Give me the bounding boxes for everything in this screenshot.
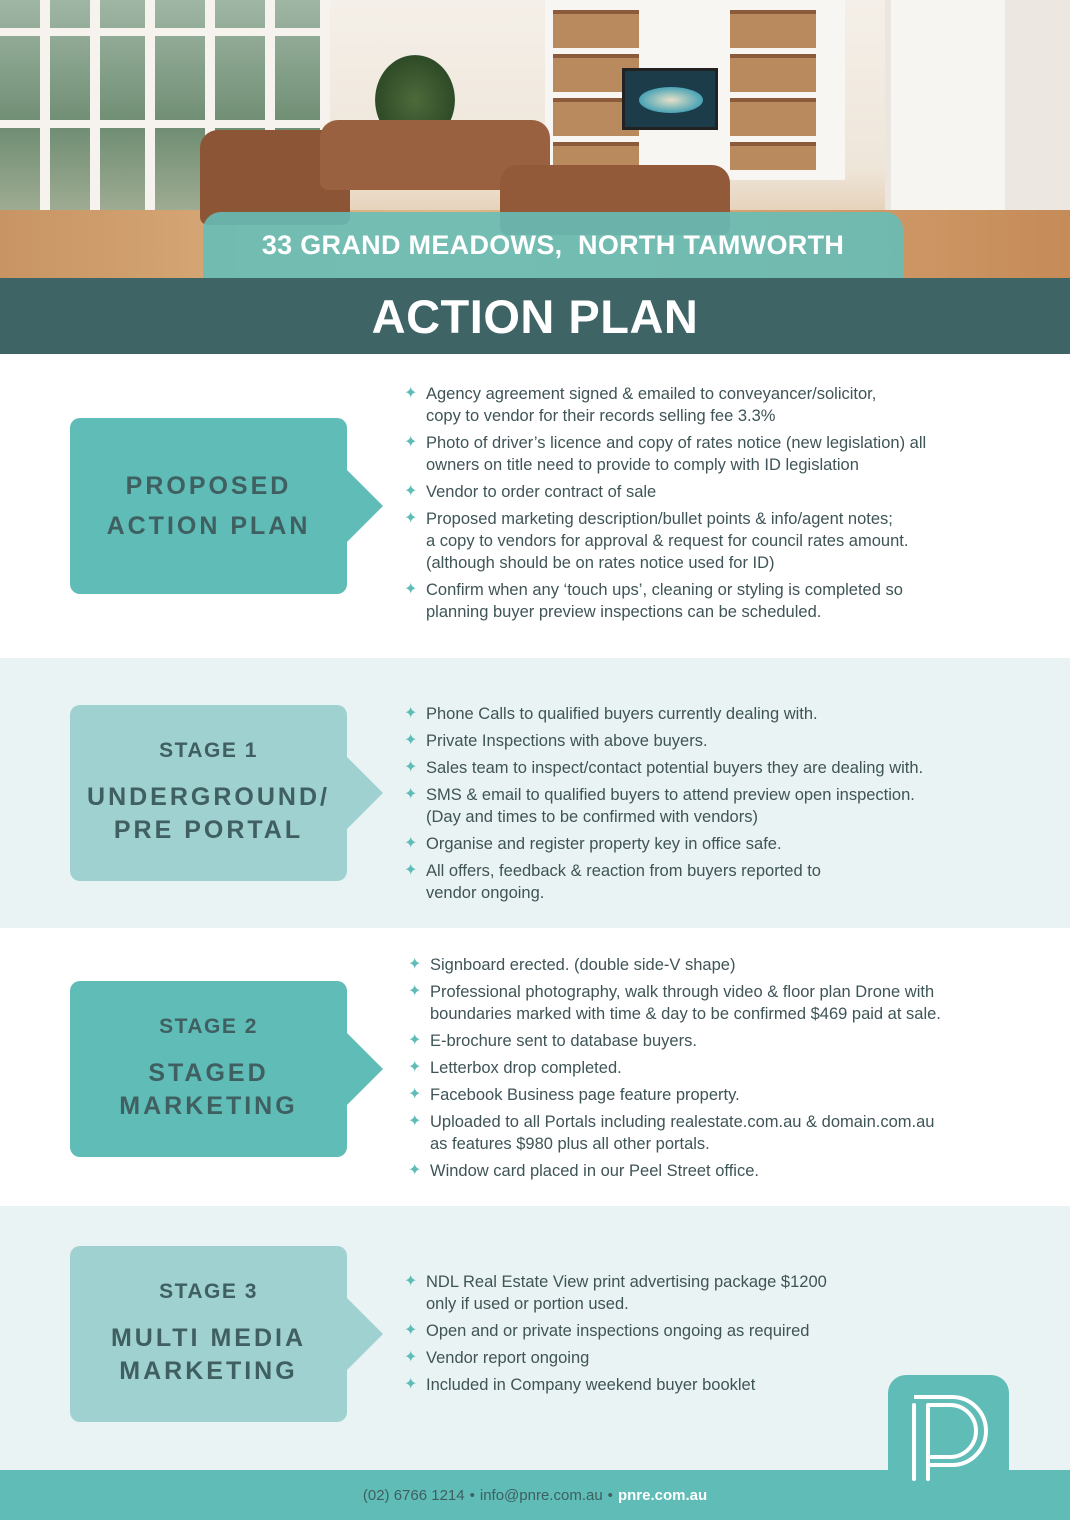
star-bullet-icon: ✦ [408, 1113, 422, 1130]
badge-stage-label: STAGE 2 [159, 1015, 258, 1038]
list-item [404, 860, 1024, 904]
hero-tv [622, 68, 718, 130]
star-bullet-icon: ✦ [404, 581, 418, 598]
star-bullet-icon: ✦ [404, 1322, 418, 1339]
list-item-text: Agency agreement signed & emailed to conveyancer/solicitor, copy to vendor for their records selling fee 3.3% [426, 385, 877, 425]
list-item [404, 784, 1024, 828]
list-item-text: NDL Real Estate View print advertising package $1200 only if used or portion used. [426, 1273, 827, 1313]
list-item [404, 579, 1024, 623]
list-item [404, 508, 1024, 574]
footer-separator: • [469, 1486, 475, 1504]
list-item-text: Proposed marketing description/bullet points & info/agent notes; a copy to vendors for approval & request for council rates amount. (although should be on rates notice used for ID) [426, 510, 909, 572]
list-item [408, 1160, 1048, 1182]
star-bullet-icon: ✦ [404, 732, 418, 749]
list-item-text: Phone Calls to qualified buyers currently dealing with. [426, 705, 818, 723]
badge-stage1 [70, 705, 347, 881]
list-item [404, 1271, 1004, 1315]
list-item [404, 383, 1024, 427]
badge-proposed [70, 418, 347, 594]
list-item [408, 1111, 1048, 1155]
list-item [408, 1084, 1048, 1106]
footer-phone[interactable]: (02) 6766 1214 [362, 1486, 465, 1504]
star-bullet-icon: ✦ [404, 786, 418, 803]
list-item-text: Letterbox drop completed. [430, 1059, 622, 1077]
list-item [408, 1030, 1048, 1052]
star-bullet-icon: ✦ [404, 1349, 418, 1366]
p-logo-icon [888, 1375, 1009, 1490]
list-item-text: Signboard erected. (double side-V shape) [430, 956, 736, 974]
badge-name-line2: MARKETING [119, 1092, 298, 1120]
badge-stage-label: STAGE 3 [159, 1280, 258, 1303]
list-item-text: Photo of driver’s licence and copy of rates notice (new legislation) all owners on title need to provide to comply with ID legislation [426, 434, 927, 474]
list-item-text: Confirm when any ‘touch ups’, cleaning or styling is completed so planning buyer preview inspections can be scheduled. [426, 581, 903, 621]
badge-name-line2: MARKETING [119, 1357, 298, 1385]
star-bullet-icon: ✦ [408, 956, 422, 973]
list-item [408, 1057, 1048, 1079]
list-item-text: Uploaded to all Portals including realestate.com.au & domain.com.au as features $980 plus all other portals. [430, 1113, 935, 1153]
list-item-text: Vendor report ongoing [426, 1349, 590, 1367]
list-item-text: Sales team to inspect/contact potential buyers they are dealing with. [426, 759, 924, 777]
list-item [404, 481, 1024, 503]
list-item [404, 1320, 1004, 1342]
list-item [404, 703, 1024, 725]
property-address: 33 GRAND MEADOWS, NORTH TAMWORTH [203, 212, 903, 278]
list-item-text: Vendor to order contract of sale [426, 483, 657, 501]
badge-name-line1: STAGED [148, 1059, 269, 1087]
stage2-items [408, 954, 1048, 1187]
list-item-text: Facebook Business page feature property. [430, 1086, 740, 1104]
badge-name-line1: MULTI MEDIA [110, 1324, 306, 1352]
list-item-text: E-brochure sent to database buyers. [430, 1032, 697, 1050]
star-bullet-icon: ✦ [408, 1162, 422, 1179]
star-bullet-icon: ✦ [404, 385, 418, 402]
star-bullet-icon: ✦ [404, 705, 418, 722]
list-item [404, 730, 1024, 752]
stage1-items [404, 703, 1024, 909]
footer-website[interactable]: pnre.com.au [617, 1486, 708, 1504]
proposed-items [404, 383, 1024, 628]
star-bullet-icon: ✦ [404, 483, 418, 500]
badge-name-line1: UNDERGROUND/ [87, 783, 330, 811]
star-bullet-icon: ✦ [408, 983, 422, 1000]
list-item [408, 954, 1048, 976]
list-item [404, 432, 1024, 476]
list-item-text: SMS & email to qualified buyers to attend preview open inspection. (Day and times to be confirmed with vendors) [426, 786, 915, 826]
star-bullet-icon: ✦ [404, 835, 418, 852]
list-item [404, 833, 1024, 855]
list-item [404, 757, 1024, 779]
list-item-text: All offers, feedback & reaction from buyers reported to vendor ongoing. [426, 862, 821, 902]
list-item-text: Open and or private inspections ongoing as required [426, 1322, 810, 1340]
list-item [408, 981, 1048, 1025]
section-proposed [0, 354, 1070, 658]
badge-name-line2: PRE PORTAL [113, 816, 304, 844]
badge-stage-label: STAGE 1 [159, 739, 258, 762]
footer-email[interactable]: info@pnre.com.au [479, 1486, 603, 1504]
badge-name-line2: ACTION PLAN [106, 512, 311, 540]
list-item-text: Organise and register property key in office safe. [426, 835, 782, 853]
star-bullet-icon: ✦ [404, 862, 418, 879]
star-bullet-icon: ✦ [408, 1059, 422, 1076]
star-bullet-icon: ✦ [404, 434, 418, 451]
footer-separator: • [607, 1486, 613, 1504]
star-bullet-icon: ✦ [404, 1273, 418, 1290]
list-item-text: Professional photography, walk through video & floor plan Drone with boundaries marked with time & day to be confirmed $469 paid at sale. [430, 983, 941, 1023]
list-item-text: Window card placed in our Peel Street office. [430, 1162, 759, 1180]
badge-stage2 [70, 981, 347, 1157]
section-stage2 [0, 928, 1070, 1206]
badge-name-line1: PROPOSED [125, 472, 292, 500]
hero-door [885, 0, 1005, 240]
badge-stage3 [70, 1246, 347, 1422]
page-title: ACTION PLAN [0, 278, 1070, 354]
section-stage1 [0, 658, 1070, 928]
list-item-text: Included in Company weekend buyer booklet [426, 1376, 756, 1394]
star-bullet-icon: ✦ [404, 510, 418, 527]
star-bullet-icon: ✦ [408, 1086, 422, 1103]
star-bullet-icon: ✦ [408, 1032, 422, 1049]
star-bullet-icon: ✦ [404, 759, 418, 776]
star-bullet-icon: ✦ [404, 1376, 418, 1393]
list-item [404, 1347, 1004, 1369]
list-item-text: Private Inspections with above buyers. [426, 732, 708, 750]
